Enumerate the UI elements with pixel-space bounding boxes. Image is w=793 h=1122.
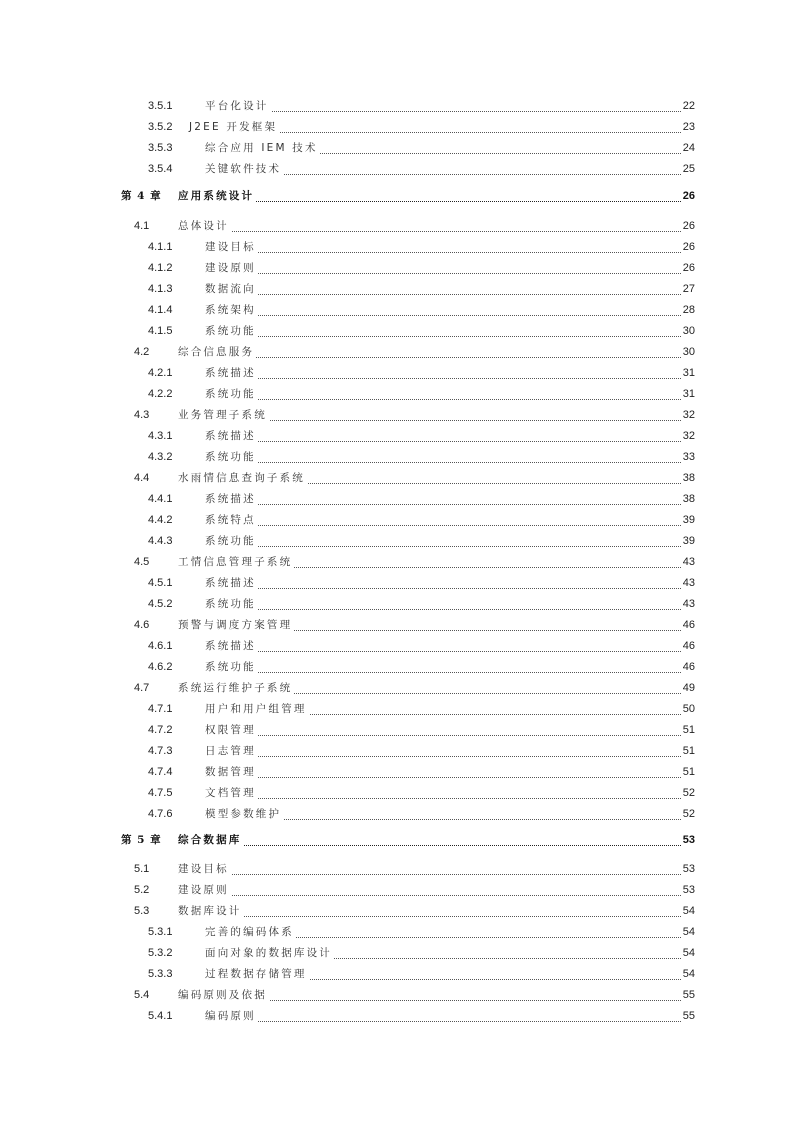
toc-entry-page-number: 32 [682,426,695,446]
toc-entry-title: 水雨情信息查询子系统 [178,468,307,488]
toc-dot-leader [205,293,681,295]
toc-entry-title: 平台化设计 [205,96,271,116]
toc-entry-page-number: 39 [682,510,695,530]
toc-entry-number: 4.1.5 [148,325,173,337]
toc-entry-page-number: 54 [682,964,695,984]
toc-entry-page-number: 39 [682,531,695,551]
toc-entry-title: 系统功能 [205,384,258,404]
toc-entry-number: 4.7.6 [148,808,173,820]
toc-entry-title: 编码原则及依据 [178,985,269,1005]
toc-entry-number: 3.5.4 [148,163,173,175]
toc-entry-page-number: 43 [682,573,695,593]
toc-entry-number: 4.2.1 [148,367,173,379]
toc-entry-4-7-1[interactable] [0,699,793,719]
toc-entry-4-7-3[interactable] [0,741,793,761]
toc-entry-page-number: 38 [682,468,695,488]
toc-entry-page-number: 27 [682,279,695,299]
toc-entry-page-number: 53 [682,830,695,850]
toc-entry-title: 综合应用 IEM 技术 [205,138,320,158]
toc-entry-title: 日志管理 [205,741,258,761]
toc-entry-4-1-2[interactable] [0,258,793,278]
toc-entry-4-7-5[interactable] [0,783,793,803]
toc-entry-title: 系统功能 [205,657,258,677]
toc-dot-leader [205,335,681,337]
toc-entry-number: 5.4 [134,989,150,1001]
toc-entry-page-number: 50 [682,699,695,719]
toc-entry-page-number: 38 [682,489,695,509]
toc-entry-title: 过程数据存储管理 [205,964,309,984]
toc-entry-title: 数据库设计 [178,901,244,921]
toc-entry-第5章[interactable] [0,830,793,850]
toc-entry-page-number: 46 [682,636,695,656]
toc-entry-page-number: 24 [682,138,695,158]
toc-dot-leader [205,251,681,253]
toc-entry-title: 系统功能 [205,594,258,614]
toc-entry-title: 建设目标 [178,859,231,879]
toc-entry-number: 5.3 [134,905,150,917]
toc-dot-leader [205,671,681,673]
toc-entry-title: 建设目标 [205,237,258,257]
toc-entry-number: 4.4.2 [148,514,173,526]
toc-entry-page-number: 43 [682,594,695,614]
toc-entry-title: 系统描述 [205,363,258,383]
toc-entry-4-4-1[interactable] [0,489,793,509]
toc-entry-number: 4.1 [134,220,150,232]
toc-entry-number: 4.4 [134,472,150,484]
toc-entry-title: 系统架构 [205,300,258,320]
toc-entry-number: 4.4.1 [148,493,173,505]
toc-entry-page-number: 25 [682,159,695,179]
toc-entry-page-number: 54 [682,901,695,921]
toc-entry-4-1-1[interactable] [0,237,793,257]
toc-entry-number: 5.3.3 [148,968,173,980]
toc-entry-title: 总体设计 [178,216,231,236]
toc-dot-leader [205,797,681,799]
toc-entry-number: 5.3.1 [148,926,173,938]
toc-dot-leader [205,587,681,589]
toc-entry-4-2[interactable] [0,342,793,362]
toc-dot-leader [178,844,681,846]
toc-entry-number: 4.3.2 [148,451,173,463]
toc-entry-4-4[interactable] [0,468,793,488]
toc-entry-title: 工情信息管理子系统 [178,552,294,572]
toc-entry-title: 完善的编码体系 [205,922,296,942]
toc-entry-4-3-1[interactable] [0,426,793,446]
toc-entry-number: 4.3.1 [148,430,173,442]
toc-entry-4-7[interactable] [0,678,793,698]
toc-entry-4-2-2[interactable] [0,384,793,404]
toc-entry-4-6-1[interactable] [0,636,793,656]
toc-entry-title: 系统功能 [205,531,258,551]
toc-entry-number: 4.7.4 [148,766,173,778]
toc-entry-title: 综合信息服务 [178,342,256,362]
toc-entry-number: 3.5.1 [148,100,173,112]
toc-entry-4-5[interactable] [0,552,793,572]
toc-entry-title: 建设原则 [205,258,258,278]
toc-dot-leader [205,650,681,652]
toc-entry-4-6[interactable] [0,615,793,635]
toc-entry-title: 系统特点 [205,510,258,530]
toc-entry-number: 4.2.2 [148,388,173,400]
toc-entry-number: 4.1.2 [148,262,173,274]
toc-entry-number: 4.7 [134,682,150,694]
toc-entry-number: 5.1 [134,863,150,875]
toc-entry-page-number: 54 [682,943,695,963]
toc-entry-5-3[interactable] [0,901,793,921]
toc-entry-page-number: 55 [682,1006,695,1026]
toc-entry-page-number: 26 [682,237,695,257]
toc-entry-page-number: 28 [682,300,695,320]
toc-entry-4-1-4[interactable] [0,300,793,320]
toc-entry-第4章[interactable] [0,186,793,206]
toc-entry-title: 预警与调度方案管理 [178,615,294,635]
toc-entry-title: 系统描述 [205,636,258,656]
toc-dot-leader [205,734,681,736]
toc-dot-leader [205,545,681,547]
toc-entry-number: 3.5.3 [148,142,173,154]
toc-entry-number: 4.5.1 [148,577,173,589]
toc-entry-page-number: 51 [682,741,695,761]
toc-entry-title: 系统描述 [205,489,258,509]
toc-entry-number: 4.4.3 [148,535,173,547]
toc-entry-number: 4.1.3 [148,283,173,295]
toc-dot-leader [205,503,681,505]
toc-entry-number: 4.7.2 [148,724,173,736]
toc-entry-number: 4.1.4 [148,304,173,316]
toc-entry-4-1-5[interactable] [0,321,793,341]
toc-entry-number: 3.5.2 [148,121,173,133]
toc-entry-number: 4.6.1 [148,640,173,652]
toc-entry-number: 5.4.1 [148,1010,173,1022]
toc-dot-leader [205,608,681,610]
toc-entry-5-3-2[interactable] [0,943,793,963]
toc-entry-page-number: 46 [682,657,695,677]
toc-entry-title: 用户和用户组管理 [205,699,309,719]
toc-entry-number: 5.3.2 [148,947,173,959]
toc-entry-4-3-2[interactable] [0,447,793,467]
toc-entry-4-6-2[interactable] [0,657,793,677]
toc-dot-leader [205,524,681,526]
toc-entry-title: 系统功能 [205,447,258,467]
toc-dot-leader [178,915,681,917]
toc-entry-title: 系统描述 [205,573,258,593]
toc-entry-number: 5.2 [134,884,150,896]
toc-entry-3-5-2[interactable] [0,117,793,137]
toc-entry-page-number: 30 [682,321,695,341]
toc-dot-leader [205,776,681,778]
toc-entry-number: 4.7.3 [148,745,173,757]
toc-entry-3-5-3[interactable] [0,138,793,158]
toc-entry-title: 业务管理子系统 [178,405,269,425]
toc-dot-leader [205,1020,681,1022]
toc-entry-page-number: 30 [682,342,695,362]
toc-entry-page-number: 52 [682,783,695,803]
toc-entry-5-3-1[interactable] [0,922,793,942]
toc-entry-number: 4.1.1 [148,241,173,253]
toc-entry-page-number: 22 [682,96,695,116]
toc-entry-number: 4.5.2 [148,598,173,610]
toc-entry-title: 系统描述 [205,426,258,446]
toc-entry-title: 编码原则 [205,1006,258,1026]
toc-dot-leader [205,110,681,112]
toc-entry-4-7-2[interactable] [0,720,793,740]
toc-entry-page-number: 26 [682,216,695,236]
toc-entry-number: 第 5 章 [121,834,162,846]
toc-entry-5-2[interactable] [0,880,793,900]
toc-entry-5-3-3[interactable] [0,964,793,984]
toc-entry-number: 4.6 [134,619,150,631]
toc-entry-page-number: 46 [682,615,695,635]
toc-entry-page-number: 31 [682,363,695,383]
toc-entry-page-number: 52 [682,804,695,824]
toc-entry-page-number: 53 [682,880,695,900]
toc-entry-title: 权限管理 [205,720,258,740]
toc-dot-leader [205,461,681,463]
toc-entry-4-5-1[interactable] [0,573,793,593]
toc-entry-number: 4.7.1 [148,703,173,715]
toc-entry-4-5-2[interactable] [0,594,793,614]
toc-entry-page-number: 53 [682,859,695,879]
toc-entry-page-number: 51 [682,762,695,782]
toc-entry-4-1-3[interactable] [0,279,793,299]
toc-entry-page-number: 49 [682,678,695,698]
toc-entry-page-number: 23 [682,117,695,137]
toc-dot-leader [178,894,681,896]
toc-entry-page-number: 32 [682,405,695,425]
toc-entry-title: 系统运行维护子系统 [178,678,294,698]
toc-entry-page-number: 43 [682,552,695,572]
toc-entry-number: 4.7.5 [148,787,173,799]
toc-entry-page-number: 33 [682,447,695,467]
toc-dot-leader [205,398,681,400]
toc-entry-page-number: 55 [682,985,695,1005]
toc-entry-4-2-1[interactable] [0,363,793,383]
toc-entry-title: J2EE 开发框架 [189,117,279,137]
toc-entry-title: 综合数据库 [178,830,244,850]
toc-dot-leader [205,314,681,316]
toc-entry-number: 4.6.2 [148,661,173,673]
toc-entry-3-5-4[interactable] [0,159,793,179]
toc-entry-5-1[interactable] [0,859,793,879]
toc-dot-leader [205,272,681,274]
toc-entry-5-4[interactable] [0,985,793,1005]
toc-dot-leader [178,873,681,875]
toc-entry-4-3[interactable] [0,405,793,425]
toc-entry-3-5-1[interactable] [0,96,793,116]
toc-entry-title: 数据管理 [205,762,258,782]
toc-entry-title: 系统功能 [205,321,258,341]
toc-dot-leader [178,230,681,232]
toc-dot-leader [205,755,681,757]
toc-entry-4-4-2[interactable] [0,510,793,530]
toc-entry-4-1[interactable] [0,216,793,236]
toc-entry-title: 关键软件技术 [205,159,283,179]
toc-entry-4-4-3[interactable] [0,531,793,551]
toc-dot-leader [205,440,681,442]
toc-entry-4-7-6[interactable] [0,804,793,824]
toc-entry-page-number: 31 [682,384,695,404]
toc-entry-title: 数据流向 [205,279,258,299]
toc-entry-page-number: 51 [682,720,695,740]
toc-entry-4-7-4[interactable] [0,762,793,782]
toc-entry-title: 模型参数维护 [205,804,283,824]
toc-entry-number: 第 4 章 [121,190,162,202]
toc-entry-number: 4.3 [134,409,150,421]
toc-entry-title: 面向对象的数据库设计 [205,943,334,963]
toc-dot-leader [205,377,681,379]
toc-entry-title: 建设原则 [178,880,231,900]
toc-entry-page-number: 54 [682,922,695,942]
toc-entry-number: 4.2 [134,346,150,358]
toc-entry-number: 4.5 [134,556,150,568]
toc-entry-page-number: 26 [682,186,695,206]
toc-entry-title: 文档管理 [205,783,258,803]
toc-entry-5-4-1[interactable] [0,1006,793,1026]
toc-entry-page-number: 26 [682,258,695,278]
toc-entry-title: 应用系统设计 [178,186,256,206]
